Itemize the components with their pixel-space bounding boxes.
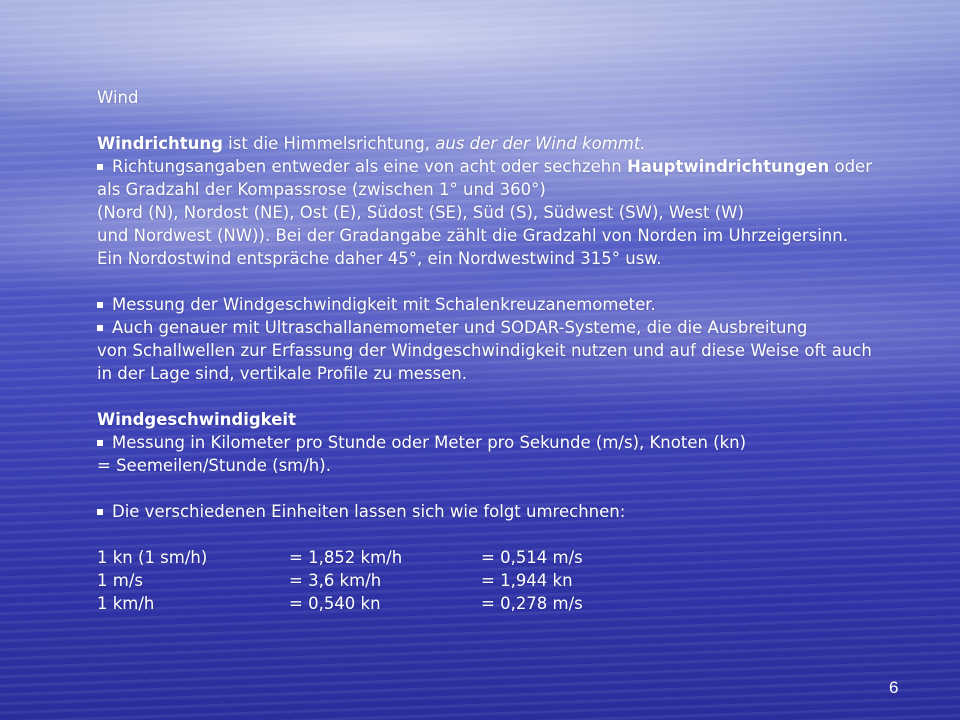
bullet-measurement	[97, 293, 897, 316]
text-line: = Seemeilen/Stunde (sm/h).	[97, 456, 331, 475]
text-line: und Nordwest (NW)). Bei der Gradangabe zählt die Gradzahl von Norden im Uhrzeigersinn.	[97, 226, 848, 245]
conversion-unit: 1 m/s	[97, 571, 143, 590]
slide-content	[97, 86, 897, 615]
conversion-table	[97, 546, 897, 615]
bullet-square-icon	[97, 325, 103, 331]
bullet-measurement-text: Messung der Windgeschwindigkeit mit Schalenkreuzanemometer.	[112, 295, 656, 314]
bullet-units	[97, 431, 897, 454]
bullet-square-icon	[97, 302, 103, 308]
text-line: Ein Nordostwind entspräche daher 45°, ein Nordwestwind 315° usw.	[97, 249, 662, 268]
text-line: (Nord (N), Nordost (NE), Ost (E), Südost (SE), Süd (S), Südwest (SW), West (W)	[97, 203, 744, 222]
conversion-value-1: = 0,540 kn	[289, 594, 381, 613]
bullet-direction-lead: Richtungsangaben entweder als eine von acht oder sechzehn	[112, 157, 627, 176]
text-line: von Schallwellen zur Erfassung der Windgeschwindigkeit nutzen und auf diese Weise oft auch	[97, 341, 872, 360]
conversion-unit: 1 km/h	[97, 594, 155, 613]
definition-line	[97, 132, 897, 155]
conversion-row	[97, 546, 897, 569]
bullet-direction	[97, 155, 897, 178]
conversion-unit: 1 kn (1 sm/h)	[97, 548, 208, 567]
conversion-value-1: = 1,852 km/h	[289, 548, 403, 567]
spacer	[97, 477, 897, 500]
bullet-conversion-text: Die verschiedenen Einheiten lassen sich wie folgt umrechnen:	[112, 502, 626, 521]
conversion-value-2: = 0,514 m/s	[481, 548, 583, 567]
term-hauptwindrichtungen: Hauptwindrichtungen	[626, 157, 830, 176]
bullet-square-icon	[97, 509, 103, 515]
bullet-ultrasonic-text: Auch genauer mit Ultraschallanemometer und SODAR-Systeme, die die Ausbreitung	[112, 318, 808, 337]
section-heading-windgeschwindigkeit: Windgeschwindigkeit	[97, 410, 296, 429]
text-line: als Gradzahl der Kompassrose (zwischen 1° und 360°)	[97, 180, 546, 199]
term-windrichtung: Windrichtung	[97, 134, 223, 153]
conversion-row	[97, 569, 897, 592]
definition-text: ist die Himmelsrichtung,	[222, 134, 436, 153]
slide-heading: Wind	[97, 88, 139, 107]
conversion-value-2: = 1,944 kn	[481, 571, 573, 590]
bullet-units-text: Messung in Kilometer pro Stunde oder Meter pro Sekunde (m/s), Knoten (kn)	[112, 433, 747, 452]
text-line: in der Lage sind, vertikale Profile zu messen.	[97, 364, 468, 383]
spacer	[97, 109, 897, 132]
conversion-value-1: = 3,6 km/h	[289, 571, 382, 590]
bullet-ultrasonic	[97, 316, 897, 339]
spacer	[97, 385, 897, 408]
bullet-square-icon	[97, 440, 103, 446]
page-number: 6	[889, 678, 899, 697]
spacer	[97, 523, 897, 546]
conversion-row	[97, 592, 897, 615]
bullet-conversion	[97, 500, 897, 523]
spacer	[97, 270, 897, 293]
conversion-value-2: = 0,278 m/s	[481, 594, 583, 613]
bullet-direction-tail: oder	[829, 157, 872, 176]
definition-emphasis: aus der der Wind kommt.	[435, 134, 646, 153]
bullet-square-icon	[97, 164, 103, 170]
